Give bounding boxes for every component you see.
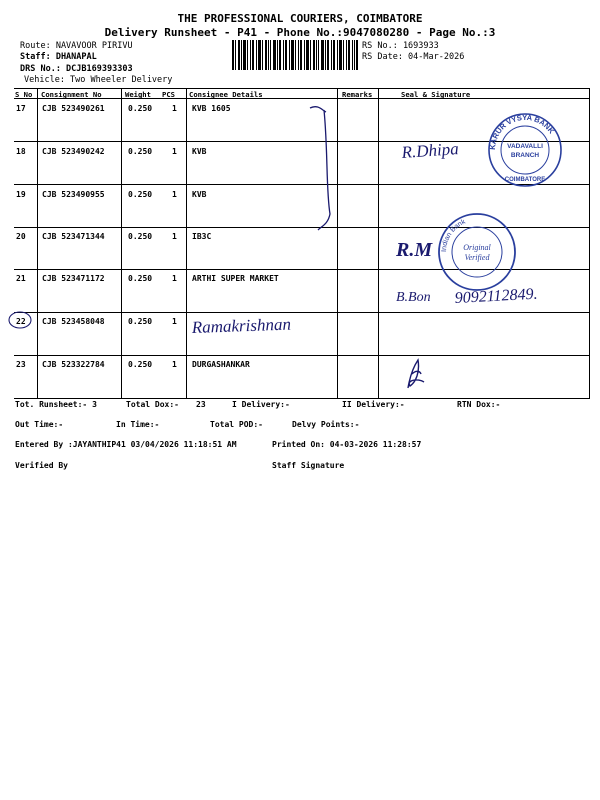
rs-number: RS No.: 1693933: [362, 41, 439, 51]
row-sno: 18: [16, 147, 26, 156]
row-pcs: 1: [172, 190, 177, 199]
row-pcs: 1: [172, 104, 177, 113]
row-weight: 0.250: [128, 360, 153, 369]
verified-stamp-line-1: Original: [463, 243, 491, 252]
row-pcs: 1: [172, 147, 177, 156]
runsheet-title: Delivery Runsheet - P41 - Phone No.:9047080280 - Page No.:3: [104, 26, 496, 39]
row-sno: 19: [16, 190, 26, 199]
row-pcs: 1: [172, 360, 177, 369]
bracket-pen-stroke: [310, 107, 330, 230]
vehicle: Vehicle: Two Wheeler Delivery: [24, 75, 173, 85]
total-pod: Total POD:-: [210, 420, 263, 429]
row-consignee: DURGASHANKAR: [192, 360, 250, 369]
verified-stamp: [439, 214, 515, 290]
drs-number: DRS No.: DCJB169393303: [20, 64, 133, 74]
row-consignee: KVB: [192, 147, 207, 156]
company-name: THE PROFESSIONAL COURIERS, COIMBATORE: [177, 12, 423, 25]
i-delivery: I Delivery:-: [232, 400, 290, 409]
row-pcs: 1: [172, 317, 177, 326]
row-consignment: CJB 523471344: [42, 232, 105, 241]
in-time: In Time:-: [116, 420, 160, 429]
total-dox-label: Total Dox:-: [126, 400, 179, 409]
row-sno: 17: [16, 104, 26, 113]
printed-on: Printed On: 04-03-2026 11:28:57: [272, 440, 422, 449]
verified-stamp-ring-text: Indian Bank: [440, 218, 467, 253]
col-header-consignee: Consignee Details: [189, 90, 263, 99]
col-header-seal-signature: Seal & Signature: [401, 90, 471, 99]
row-weight: 0.250: [128, 190, 153, 199]
row-weight: 0.250: [128, 317, 153, 326]
signature-row-20: R.M: [396, 239, 433, 261]
rs-date: RS Date: 04-Mar-2026: [362, 52, 465, 62]
kvb-stamp-branch-label: BRANCH: [510, 152, 540, 159]
col-header-consignment: Consignment No: [41, 90, 102, 99]
verified-by: Verified By: [15, 461, 68, 470]
circled-row-mark: [9, 312, 31, 328]
signature-row-18: R.Dhipa: [400, 139, 460, 162]
row-consignment: CJB 523322784: [42, 360, 105, 369]
row-sno: 20: [16, 232, 26, 241]
row-consignee: KVB 1605: [192, 104, 231, 113]
kvb-bank-stamp: [488, 113, 561, 186]
row-consignment: CJB 523490955: [42, 190, 105, 199]
row-sno: 23: [16, 360, 26, 369]
row-consignee: KVB: [192, 190, 207, 199]
row-consignee: IB3C: [192, 232, 212, 241]
delvy-points: Delvy Points:-: [292, 420, 360, 429]
row-consignment: CJB 523471172: [42, 274, 105, 283]
col-header-sno: S No: [15, 90, 33, 99]
row-weight: 0.250: [128, 104, 153, 113]
route: Route: NAVAVOOR PIRIVU: [20, 41, 133, 51]
col-header-weight: Weight: [125, 90, 151, 99]
kvb-stamp-branch: VADAVALLI: [507, 143, 543, 150]
kvb-stamp-city: COIMBATORE: [504, 177, 546, 183]
row-pcs: 1: [172, 274, 177, 283]
rtn-dox: RTN Dox:-: [457, 400, 501, 409]
row-pcs: 1: [172, 232, 177, 241]
staff: Staff: DHANAPAL: [20, 52, 97, 62]
col-header-pcs: PCS: [162, 90, 175, 99]
out-time: Out Time:-: [15, 420, 64, 429]
tot-runsheet: Tot. Runsheet:- 3: [15, 400, 97, 409]
row-sno: 22: [16, 317, 26, 326]
row-weight: 0.250: [128, 232, 153, 241]
ii-delivery: II Delivery:-: [342, 400, 405, 409]
kvb-stamp-ring-text: KARUR VYSYA BANK: [487, 112, 557, 151]
row-weight: 0.250: [128, 274, 153, 283]
signature-row-23: [408, 360, 424, 388]
total-dox-value: 23: [196, 400, 206, 409]
row-weight: 0.250: [128, 147, 153, 156]
verified-stamp-line-2: Verified: [464, 253, 490, 262]
staff-signature: Staff Signature: [272, 461, 345, 470]
signature-row-21: B.Bon: [396, 290, 431, 305]
handwritten-phone: 9092112849.: [454, 285, 538, 307]
handwritten-consignee-row-22: Ramakrishnan: [191, 314, 292, 337]
row-consignment: CJB 523490261: [42, 104, 105, 113]
row-sno: 21: [16, 274, 26, 283]
row-consignment: CJB 523458048: [42, 317, 105, 326]
row-consignment: CJB 523490242: [42, 147, 105, 156]
entered-by: Entered By :JAYANTHIP41 03/04/2026 11:18:51 AM: [15, 440, 237, 449]
col-header-remarks: Remarks: [342, 90, 373, 99]
row-consignee: ARTHI SUPER MARKET: [192, 274, 279, 283]
